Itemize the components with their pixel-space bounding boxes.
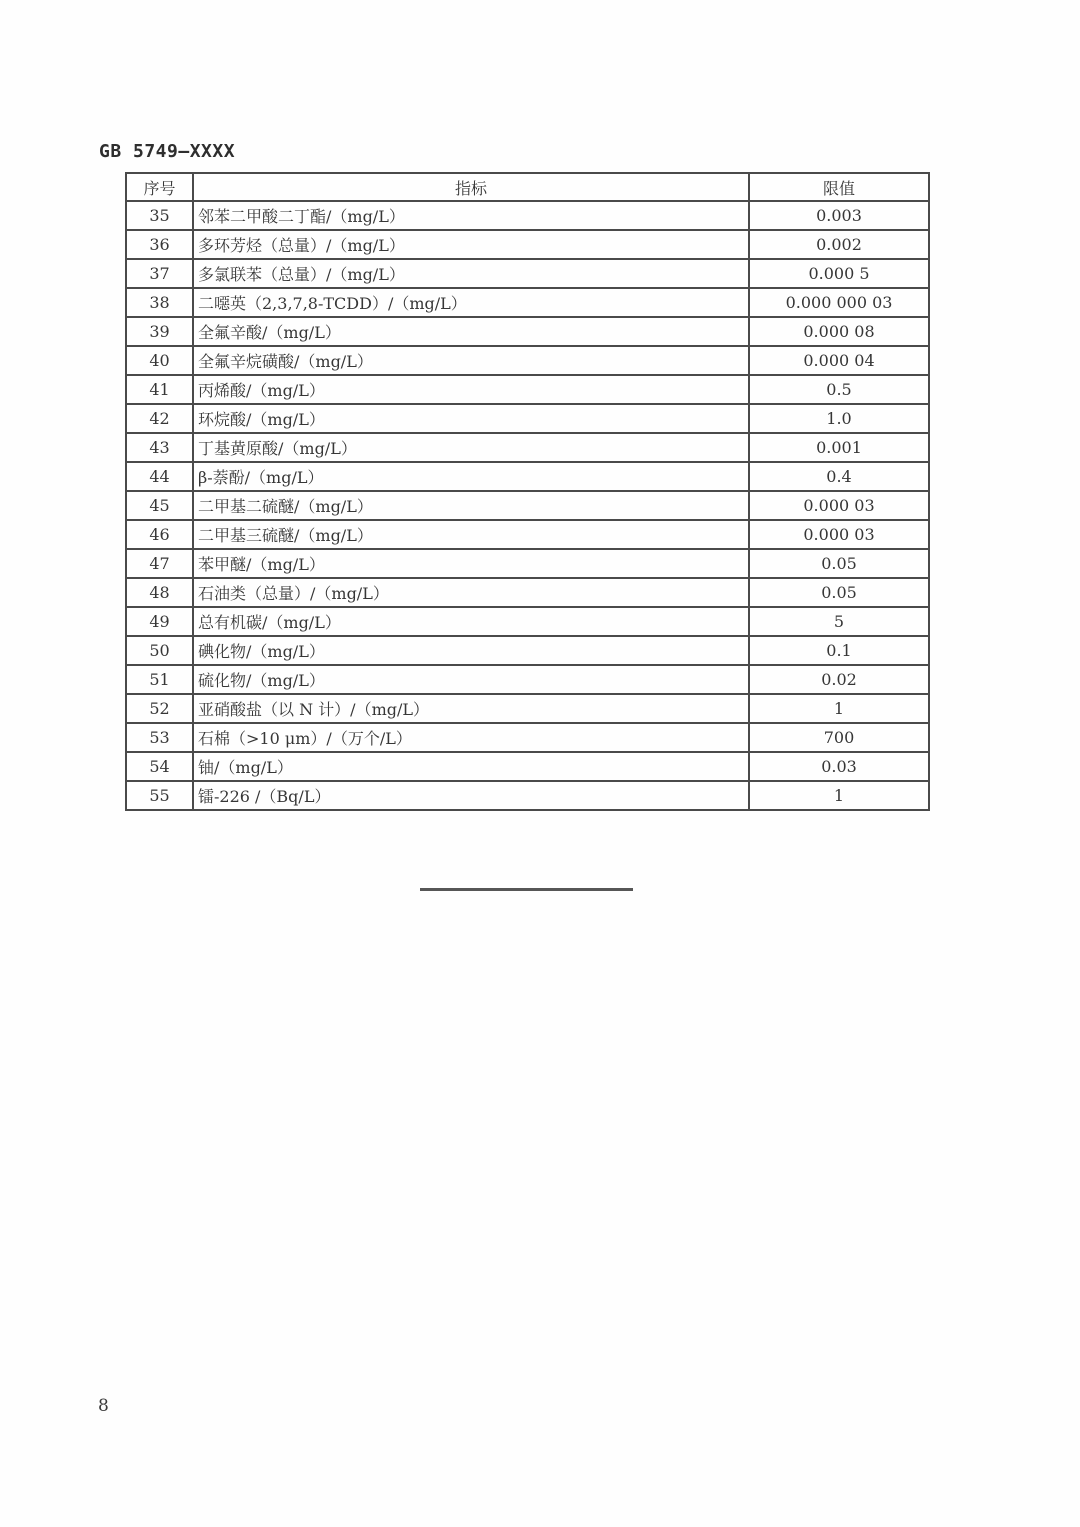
cell-index: 42 (126, 404, 193, 433)
cell-limit: 5 (749, 607, 929, 636)
table-row (126, 317, 929, 346)
cell-limit: 0.000 03 (749, 520, 929, 549)
cell-limit: 0.000 08 (749, 317, 929, 346)
cell-limit: 0.05 (749, 578, 929, 607)
cell-index: 47 (126, 549, 193, 578)
cell-limit: 0.4 (749, 462, 929, 491)
document-end-line (420, 888, 633, 891)
cell-limit: 0.000 03 (749, 491, 929, 520)
header-indicator: 指标 (193, 173, 749, 201)
cell-indicator: 多氯联苯（总量）/（mg/L） (193, 259, 749, 288)
cell-index: 48 (126, 578, 193, 607)
table-row (126, 694, 929, 723)
page-number: 8 (98, 1396, 109, 1416)
cell-index: 38 (126, 288, 193, 317)
cell-indicator: 亚硝酸盐（以 N 计）/（mg/L） (193, 694, 749, 723)
cell-indicator: 二甲基二硫醚/（mg/L） (193, 491, 749, 520)
cell-indicator: 二甲基三硫醚/（mg/L） (193, 520, 749, 549)
cell-limit: 0.000 04 (749, 346, 929, 375)
table-row (126, 346, 929, 375)
table-row (126, 781, 929, 810)
cell-indicator: 邻苯二甲酸二丁酯/（mg/L） (193, 201, 749, 230)
cell-limit: 0.003 (749, 201, 929, 230)
cell-limit: 0.002 (749, 230, 929, 259)
table-row (126, 433, 929, 462)
table-header (126, 173, 929, 201)
table-row (126, 578, 929, 607)
cell-indicator: β-萘酚/（mg/L） (193, 462, 749, 491)
cell-indicator: 碘化物/（mg/L） (193, 636, 749, 665)
table-body (126, 201, 929, 810)
cell-indicator: 二噁英（2,3,7,8-TCDD）/（mg/L） (193, 288, 749, 317)
table-row (126, 636, 929, 665)
cell-limit: 0.03 (749, 752, 929, 781)
cell-index: 45 (126, 491, 193, 520)
cell-indicator: 镭-226 /（Bq/L） (193, 781, 749, 810)
cell-indicator: 硫化物/（mg/L） (193, 665, 749, 694)
table-row (126, 549, 929, 578)
standard-code: GB 5749—XXXX (99, 141, 236, 162)
table-row (126, 520, 929, 549)
table-row (126, 752, 929, 781)
cell-index: 52 (126, 694, 193, 723)
cell-limit: 0.000 5 (749, 259, 929, 288)
cell-limit: 0.000 000 03 (749, 288, 929, 317)
cell-indicator: 全氟辛烷磺酸/（mg/L） (193, 346, 749, 375)
table-row (126, 404, 929, 433)
cell-limit: 1.0 (749, 404, 929, 433)
cell-indicator: 丙烯酸/（mg/L） (193, 375, 749, 404)
table-header-row (126, 173, 929, 201)
header-index: 序号 (126, 173, 193, 201)
cell-index: 36 (126, 230, 193, 259)
cell-index: 53 (126, 723, 193, 752)
cell-index: 35 (126, 201, 193, 230)
cell-limit: 0.5 (749, 375, 929, 404)
cell-indicator: 环烷酸/（mg/L） (193, 404, 749, 433)
table-row (126, 288, 929, 317)
cell-index: 54 (126, 752, 193, 781)
cell-index: 50 (126, 636, 193, 665)
table-row (126, 230, 929, 259)
cell-index: 44 (126, 462, 193, 491)
cell-indicator: 多环芳烃（总量）/（mg/L） (193, 230, 749, 259)
table-row (126, 259, 929, 288)
cell-limit: 0.1 (749, 636, 929, 665)
table-row (126, 665, 929, 694)
cell-indicator: 总有机碳/（mg/L） (193, 607, 749, 636)
cell-limit: 0.001 (749, 433, 929, 462)
cell-index: 39 (126, 317, 193, 346)
cell-indicator: 石棉（>10 μm）/（万个/L） (193, 723, 749, 752)
cell-index: 40 (126, 346, 193, 375)
table-row (126, 491, 929, 520)
table-row (126, 462, 929, 491)
cell-index: 51 (126, 665, 193, 694)
limits-table (125, 172, 930, 811)
cell-indicator: 铀/（mg/L） (193, 752, 749, 781)
cell-index: 41 (126, 375, 193, 404)
cell-indicator: 石油类（总量）/（mg/L） (193, 578, 749, 607)
cell-limit: 0.05 (749, 549, 929, 578)
cell-indicator: 丁基黄原酸/（mg/L） (193, 433, 749, 462)
table-row (126, 375, 929, 404)
cell-index: 43 (126, 433, 193, 462)
cell-limit: 1 (749, 781, 929, 810)
table-row (126, 201, 929, 230)
cell-indicator: 苯甲醚/（mg/L） (193, 549, 749, 578)
table-row (126, 723, 929, 752)
cell-index: 37 (126, 259, 193, 288)
cell-limit: 700 (749, 723, 929, 752)
cell-index: 46 (126, 520, 193, 549)
cell-limit: 1 (749, 694, 929, 723)
cell-index: 49 (126, 607, 193, 636)
header-limit: 限值 (749, 173, 929, 201)
cell-index: 55 (126, 781, 193, 810)
cell-limit: 0.02 (749, 665, 929, 694)
table-row (126, 607, 929, 636)
cell-indicator: 全氟辛酸/（mg/L） (193, 317, 749, 346)
